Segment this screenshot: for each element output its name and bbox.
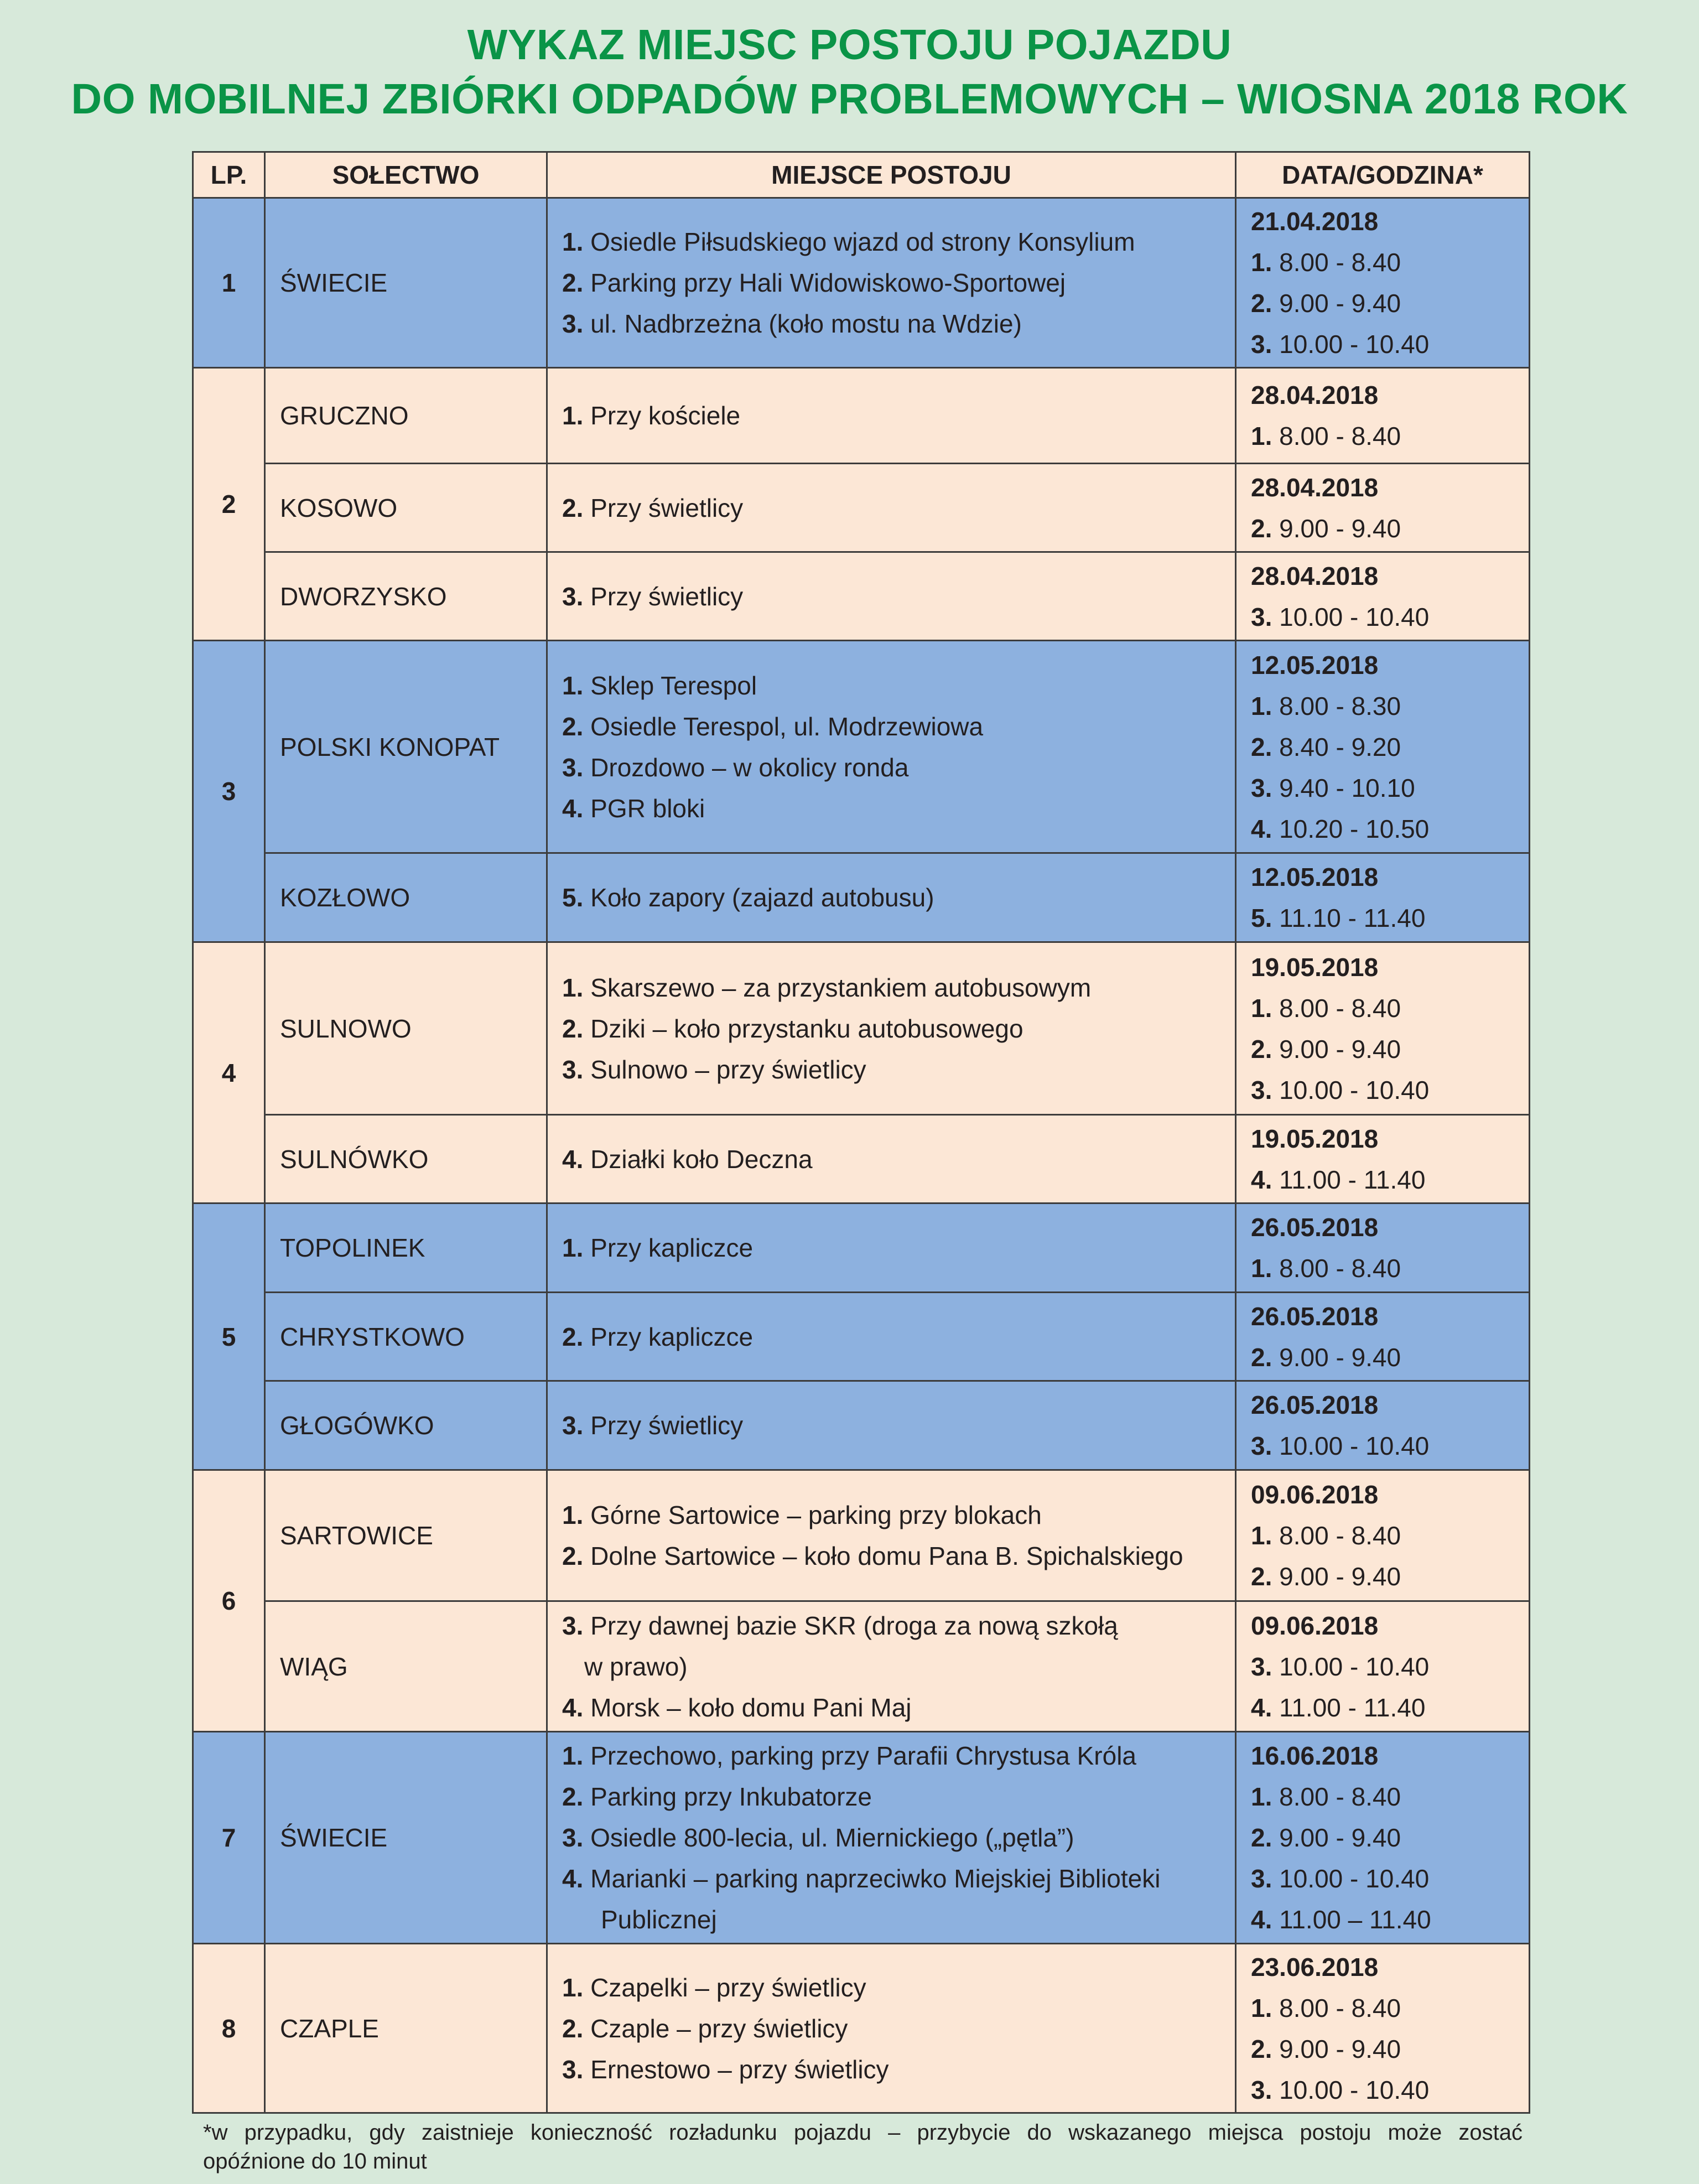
solectwo-cell: DWORZYSKO xyxy=(265,552,547,641)
footnote-line-2: opóźnione do 10 minut xyxy=(203,2149,427,2173)
place-text: Przechowo, parking przy Parafii Chrystusa Króla xyxy=(590,1741,1136,1770)
time-line xyxy=(1251,1646,1514,1687)
place-line xyxy=(562,1405,1220,1446)
schedule-table xyxy=(192,151,1530,2114)
data-godzina-cell xyxy=(1236,552,1530,641)
place-number: 1. xyxy=(562,1501,584,1529)
solectwo-cell: GRUCZNO xyxy=(265,368,547,464)
schedule-body xyxy=(193,198,1530,2113)
place-number: 4. xyxy=(562,1144,584,1174)
place-line xyxy=(562,877,1220,918)
table-row xyxy=(193,942,1530,1115)
table-row xyxy=(193,1293,1530,1381)
date-text: 09.06.2018 xyxy=(1251,1611,1379,1640)
page-title xyxy=(0,18,1699,126)
time-text: 9.00 - 9.40 xyxy=(1279,513,1401,543)
data-godzina-cell xyxy=(1236,1203,1530,1293)
place-number: 1. xyxy=(562,401,584,430)
time-number: 5. xyxy=(1251,904,1272,932)
table-row xyxy=(193,368,1530,464)
time-text: 9.00 - 9.40 xyxy=(1279,289,1401,318)
data-godzina-cell xyxy=(1236,1944,1530,2113)
solectwo-cell: SULNÓWKO xyxy=(265,1115,547,1203)
time-number: 1. xyxy=(1251,993,1272,1023)
place-text: Ernestowo – przy świetlicy xyxy=(590,2055,889,2084)
date-text: 12.05.2018 xyxy=(1251,650,1379,679)
place-text: Czaple – przy świetlicy xyxy=(590,2014,848,2043)
miejsce-postoju-cell xyxy=(547,552,1236,641)
place-line xyxy=(562,1605,1220,1646)
time-text: 11.10 - 11.40 xyxy=(1279,904,1426,932)
place-line xyxy=(562,221,1220,262)
date-text: 26.05.2018 xyxy=(1251,1213,1379,1242)
time-number: 2. xyxy=(1251,1823,1272,1852)
place-number: 3. xyxy=(562,1611,584,1640)
date-text: 26.05.2018 xyxy=(1251,1391,1379,1419)
miejsce-postoju-cell xyxy=(547,853,1236,942)
time-line xyxy=(1251,767,1514,808)
title-line-2: DO MOBILNEJ ZBIÓRKI ODPADÓW PROBLEMOWYCH – WIOSNA 2018 ROK xyxy=(71,75,1628,123)
time-text: 10.20 - 10.50 xyxy=(1279,814,1430,843)
place-text: ul. Nadbrzeżna (koło mostu na Wdzie) xyxy=(590,309,1022,338)
time-text: 10.00 - 10.40 xyxy=(1279,1864,1430,1893)
lp-cell: 8 xyxy=(193,1944,265,2113)
place-text: Morsk – koło domu Pani Maj xyxy=(590,1693,912,1722)
time-text: 8.00 - 8.40 xyxy=(1279,993,1401,1023)
place-number: 4. xyxy=(562,1864,584,1893)
lp-cell: 2 xyxy=(193,368,265,641)
place-text: Dziki – koło przystanku autobusowego xyxy=(590,1014,1023,1043)
place-number: 2. xyxy=(562,493,584,522)
time-number: 3. xyxy=(1251,1431,1272,1460)
place-number: 2. xyxy=(562,1782,584,1811)
time-text: 8.00 - 8.40 xyxy=(1279,1254,1401,1283)
place-text: Górne Sartowice – parking przy blokach xyxy=(590,1501,1042,1529)
time-text: 10.00 - 10.40 xyxy=(1279,2075,1430,2104)
data-godzina-cell xyxy=(1236,1601,1530,1732)
place-line xyxy=(562,576,1220,617)
time-number: 3. xyxy=(1251,1075,1272,1104)
time-number: 1. xyxy=(1251,1782,1272,1811)
place-line xyxy=(562,395,1220,436)
time-number: 1. xyxy=(1251,691,1272,720)
miejsce-postoju-cell xyxy=(547,1293,1236,1381)
place-text: Przy świetlicy xyxy=(590,493,744,522)
time-text: 9.00 - 9.40 xyxy=(1279,1342,1401,1372)
place-text: PGR bloki xyxy=(590,793,705,823)
solectwo-cell: GŁOGÓWKO xyxy=(265,1381,547,1470)
place-line xyxy=(562,1967,1220,2008)
time-number: 3. xyxy=(1251,330,1272,359)
time-text: 8.00 - 8.30 xyxy=(1279,691,1401,720)
time-line xyxy=(1251,1988,1514,2029)
time-number: 3. xyxy=(1251,1652,1272,1681)
time-text: 11.00 - 11.40 xyxy=(1279,1693,1426,1722)
place-number: 3. xyxy=(562,753,584,782)
date-text: 19.05.2018 xyxy=(1251,952,1379,982)
table-row xyxy=(193,1115,1530,1203)
time-line xyxy=(1251,1070,1514,1111)
time-number: 1. xyxy=(1251,422,1272,450)
place-line xyxy=(562,2049,1220,2090)
time-number: 4. xyxy=(1251,814,1272,843)
place-line xyxy=(562,1316,1220,1357)
place-line xyxy=(562,1687,1220,1728)
time-text: 8.00 - 8.40 xyxy=(1279,422,1401,450)
time-number: 2. xyxy=(1251,513,1272,543)
place-line xyxy=(562,1858,1220,1899)
table-row xyxy=(193,1381,1530,1470)
data-godzina-cell xyxy=(1236,368,1530,464)
date-text: 09.06.2018 xyxy=(1251,1480,1379,1509)
place-number: 5. xyxy=(562,883,584,912)
place-text: Marianki – parking naprzeciwko Miejskiej Biblioteki xyxy=(590,1864,1161,1893)
place-number: 1. xyxy=(562,973,584,1002)
data-godzina-cell xyxy=(1236,641,1530,853)
table-row xyxy=(193,464,1530,552)
place-line xyxy=(562,1646,1220,1687)
place-text: Parking przy Hali Widowiskowo-Sportowej xyxy=(590,268,1066,297)
time-line xyxy=(1251,1337,1514,1378)
data-godzina-cell xyxy=(1236,198,1530,368)
place-number: 2. xyxy=(562,1322,584,1351)
data-godzina-cell xyxy=(1236,1470,1530,1601)
lp-cell: 7 xyxy=(193,1732,265,1944)
time-number: 2. xyxy=(1251,1342,1272,1372)
time-line xyxy=(1251,2029,1514,2069)
table-row xyxy=(193,1601,1530,1732)
date-text: 16.06.2018 xyxy=(1251,1741,1379,1770)
date-text: 28.04.2018 xyxy=(1251,561,1379,590)
place-text: Osiedle Piłsudskiego wjazd od strony Konsylium xyxy=(590,227,1135,256)
solectwo-cell: WIĄG xyxy=(265,1601,547,1732)
time-line xyxy=(1251,808,1514,849)
place-text: Przy kapliczce xyxy=(590,1322,754,1351)
time-number: 1. xyxy=(1251,1993,1272,2022)
place-line xyxy=(562,1776,1220,1817)
time-number: 2. xyxy=(1251,289,1272,318)
time-line xyxy=(1251,898,1514,938)
miejsce-postoju-cell xyxy=(547,368,1236,464)
place-number: 2. xyxy=(562,712,584,741)
place-line xyxy=(562,788,1220,829)
time-text: 9.00 - 9.40 xyxy=(1279,2034,1401,2063)
solectwo-cell: ŚWIECIE xyxy=(265,198,547,368)
solectwo-cell: KOSOWO xyxy=(265,464,547,552)
time-line xyxy=(1251,1817,1514,1858)
place-number: 1. xyxy=(562,671,584,700)
table-row xyxy=(193,1944,1530,2113)
place-number: 4. xyxy=(562,1693,584,1722)
time-text: 8.00 - 8.40 xyxy=(1279,1521,1401,1550)
time-text: 9.00 - 9.40 xyxy=(1279,1823,1401,1852)
date-text: 23.06.2018 xyxy=(1251,1952,1379,1981)
solectwo-cell: SARTOWICE xyxy=(265,1470,547,1601)
place-number: 1. xyxy=(562,227,584,256)
miejsce-postoju-cell xyxy=(547,1115,1236,1203)
time-line xyxy=(1251,1556,1514,1597)
miejsce-postoju-cell xyxy=(547,1601,1236,1732)
place-text: w prawo) xyxy=(584,1652,688,1681)
place-text: Przy świetlicy xyxy=(590,1411,744,1440)
date-text: 26.05.2018 xyxy=(1251,1301,1379,1331)
place-text: Osiedle 800-lecia, ul. Miernickiego („pętla”) xyxy=(590,1823,1074,1852)
solectwo-cell: KOZŁOWO xyxy=(265,853,547,942)
date-text: 28.04.2018 xyxy=(1251,473,1379,502)
place-text: Sulnowo – przy świetlicy xyxy=(590,1055,866,1084)
place-line xyxy=(562,1049,1220,1090)
place-text: Działki koło Deczna xyxy=(590,1144,813,1174)
time-line xyxy=(1251,686,1514,727)
lp-cell: 6 xyxy=(193,1470,265,1732)
place-number: 3. xyxy=(562,1055,584,1084)
miejsce-postoju-cell xyxy=(547,198,1236,368)
data-godzina-cell xyxy=(1236,464,1530,552)
place-text: Publicznej xyxy=(601,1905,717,1934)
time-number: 2. xyxy=(1251,732,1272,761)
header-solectwo: SOŁECTWO xyxy=(265,152,547,198)
place-number: 2. xyxy=(562,2014,584,2043)
place-line xyxy=(562,1139,1220,1180)
miejsce-postoju-cell xyxy=(547,641,1236,853)
place-line xyxy=(562,262,1220,303)
header-data-godzina: DATA/GODZINA* xyxy=(1236,152,1530,198)
time-number: 4. xyxy=(1251,1165,1272,1194)
time-line xyxy=(1251,283,1514,324)
place-text: Skarszewo – za przystankiem autobusowym xyxy=(590,973,1092,1002)
header-lp: LP. xyxy=(193,152,265,198)
data-godzina-cell xyxy=(1236,942,1530,1115)
time-number: 1. xyxy=(1251,1521,1272,1550)
place-number: 2. xyxy=(562,1014,584,1043)
time-number: 3. xyxy=(1251,1864,1272,1893)
time-text: 9.00 - 9.40 xyxy=(1279,1034,1401,1064)
data-godzina-cell xyxy=(1236,1293,1530,1381)
time-line xyxy=(1251,1776,1514,1817)
time-text: 10.00 - 10.40 xyxy=(1279,602,1430,631)
place-text: Dolne Sartowice – koło domu Pana B. Spichalskiego xyxy=(590,1542,1183,1570)
place-line xyxy=(562,1535,1220,1576)
table-row xyxy=(193,552,1530,641)
time-number: 3. xyxy=(1251,773,1272,802)
time-number: 2. xyxy=(1251,1562,1272,1591)
time-line xyxy=(1251,1425,1514,1466)
time-text: 11.00 – 11.40 xyxy=(1279,1905,1431,1934)
place-text: Przy kapliczce xyxy=(590,1233,754,1262)
time-line xyxy=(1251,1899,1514,1940)
time-line xyxy=(1251,1159,1514,1200)
data-godzina-cell xyxy=(1236,1381,1530,1470)
date-text: 21.04.2018 xyxy=(1251,207,1379,236)
data-godzina-cell xyxy=(1236,853,1530,942)
miejsce-postoju-cell xyxy=(547,1944,1236,2113)
date-text: 19.05.2018 xyxy=(1251,1124,1379,1153)
place-line xyxy=(562,1817,1220,1858)
solectwo-cell: ŚWIECIE xyxy=(265,1732,547,1944)
place-text: Przy kościele xyxy=(590,401,741,430)
time-line xyxy=(1251,596,1514,637)
place-line xyxy=(562,487,1220,528)
miejsce-postoju-cell xyxy=(547,1470,1236,1601)
place-text: Czapelki – przy świetlicy xyxy=(590,1973,866,2002)
time-line xyxy=(1251,727,1514,767)
place-line xyxy=(562,967,1220,1008)
miejsce-postoju-cell xyxy=(547,1381,1236,1470)
time-number: 3. xyxy=(1251,2075,1272,2104)
place-number: 3. xyxy=(562,309,584,338)
place-number: 4. xyxy=(562,793,584,823)
table-row xyxy=(193,1470,1530,1601)
table-row xyxy=(193,853,1530,942)
place-number: 1. xyxy=(562,1741,584,1770)
time-text: 10.00 - 10.40 xyxy=(1279,330,1430,359)
miejsce-postoju-cell xyxy=(547,1732,1236,1944)
lp-cell: 3 xyxy=(193,641,265,942)
solectwo-cell: POLSKI KONOPAT xyxy=(265,641,547,853)
place-text: Przy świetlicy xyxy=(590,582,744,611)
time-text: 8.00 - 8.40 xyxy=(1279,1782,1401,1811)
place-number: 3. xyxy=(562,1823,584,1852)
time-number: 1. xyxy=(1251,248,1272,277)
miejsce-postoju-cell xyxy=(547,464,1236,552)
time-text: 9.00 - 9.40 xyxy=(1279,1562,1401,1591)
time-line xyxy=(1251,1515,1514,1556)
time-text: 8.40 - 9.20 xyxy=(1279,732,1401,761)
table-row xyxy=(193,641,1530,853)
time-line xyxy=(1251,1687,1514,1728)
time-text: 8.00 - 8.40 xyxy=(1279,1993,1401,2022)
place-number: 1. xyxy=(562,1973,584,2002)
solectwo-cell: CHRYSTKOWO xyxy=(265,1293,547,1381)
lp-cell: 5 xyxy=(193,1203,265,1470)
header-miejsce-postoju: MIEJSCE POSTOJU xyxy=(547,152,1236,198)
place-line xyxy=(562,1735,1220,1776)
place-text: Drozdowo – w okolicy ronda xyxy=(590,753,909,782)
place-text: Sklep Terespol xyxy=(590,671,757,700)
place-line xyxy=(562,1008,1220,1049)
place-number: 3. xyxy=(562,1411,584,1440)
time-line xyxy=(1251,242,1514,283)
time-text: 8.00 - 8.40 xyxy=(1279,248,1401,277)
place-line xyxy=(562,706,1220,747)
solectwo-cell: SULNOWO xyxy=(265,942,547,1115)
data-godzina-cell xyxy=(1236,1115,1530,1203)
place-number: 2. xyxy=(562,268,584,297)
place-text: Koło zapory (zajazd autobusu) xyxy=(590,883,934,912)
time-line xyxy=(1251,988,1514,1029)
place-line xyxy=(562,1495,1220,1535)
place-line xyxy=(562,2008,1220,2049)
solectwo-cell: CZAPLE xyxy=(265,1944,547,2113)
table-row xyxy=(193,1732,1530,1944)
date-text: 28.04.2018 xyxy=(1251,381,1379,409)
place-text: Parking przy Inkubatorze xyxy=(590,1782,872,1811)
time-text: 11.00 - 11.40 xyxy=(1279,1165,1426,1194)
time-line xyxy=(1251,1029,1514,1070)
time-number: 1. xyxy=(1251,1254,1272,1283)
date-text: 12.05.2018 xyxy=(1251,863,1379,891)
time-line xyxy=(1251,1858,1514,1899)
place-number: 3. xyxy=(562,582,584,611)
place-line xyxy=(562,1227,1220,1268)
time-line xyxy=(1251,508,1514,549)
table-row xyxy=(193,198,1530,368)
time-number: 4. xyxy=(1251,1693,1272,1722)
place-line xyxy=(562,665,1220,706)
time-line xyxy=(1251,2069,1514,2110)
miejsce-postoju-cell xyxy=(547,1203,1236,1293)
place-line xyxy=(562,303,1220,344)
place-text: Przy dawnej bazie SKR (droga za nową szkołą xyxy=(590,1611,1118,1640)
table-row xyxy=(193,1203,1530,1293)
data-godzina-cell xyxy=(1236,1732,1530,1944)
time-number: 2. xyxy=(1251,2034,1272,2063)
time-number: 2. xyxy=(1251,1034,1272,1064)
time-line xyxy=(1251,416,1514,456)
place-number: 2. xyxy=(562,1542,584,1570)
lp-cell: 4 xyxy=(193,942,265,1203)
place-number: 3. xyxy=(562,2055,584,2084)
place-line xyxy=(562,747,1220,788)
place-number: 1. xyxy=(562,1233,584,1262)
time-line xyxy=(1251,1248,1514,1289)
solectwo-cell: TOPOLINEK xyxy=(265,1203,547,1293)
time-line xyxy=(1251,324,1514,365)
footnote xyxy=(203,2118,1523,2176)
place-text: Osiedle Terespol, ul. Modrzewiowa xyxy=(590,712,984,741)
time-text: 10.00 - 10.40 xyxy=(1279,1431,1430,1460)
time-text: 10.00 - 10.40 xyxy=(1279,1652,1430,1681)
time-text: 10.00 - 10.40 xyxy=(1279,1075,1430,1104)
table-header-row xyxy=(193,152,1530,198)
place-line xyxy=(562,1899,1220,1940)
footnote-line-1: *w przypadku, gdy zaistnieje konieczność rozładunku pojazdu – przybycie do wskazanego miejsca postoju może zostać xyxy=(203,2120,1523,2145)
lp-cell: 1 xyxy=(193,198,265,368)
time-number: 3. xyxy=(1251,602,1272,631)
title-line-1: WYKAZ MIEJSC POSTOJU POJAZDU xyxy=(467,21,1232,69)
miejsce-postoju-cell xyxy=(547,942,1236,1115)
time-text: 9.40 - 10.10 xyxy=(1279,773,1415,802)
time-number: 4. xyxy=(1251,1905,1272,1934)
